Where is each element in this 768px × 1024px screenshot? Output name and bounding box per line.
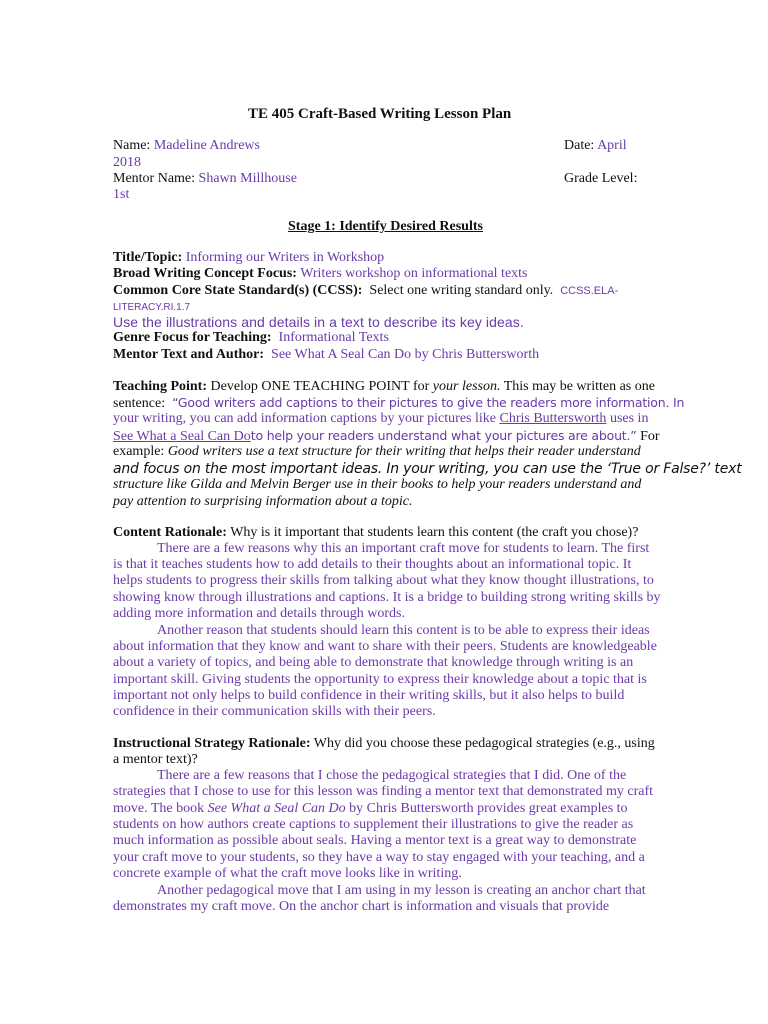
ccss-code-part2: LITERACY.RI.1.7 — [113, 302, 191, 313]
teaching-point-intro-italic: your lesson. — [432, 379, 501, 394]
mentor-value: Shawn Millhouse — [198, 171, 297, 186]
concept-line — [113, 266, 528, 282]
teaching-point-line-5 — [113, 444, 641, 460]
isr-p1-line — [113, 801, 628, 817]
name-value: Madeline Andrews — [153, 138, 260, 153]
name-label: Name: — [113, 138, 151, 153]
grade-value: 1st — [113, 187, 130, 202]
cr-p1-line: There are a few reasons why this an important craft move for students to learn. The first — [157, 541, 650, 556]
mentor-text-line — [113, 347, 539, 363]
topic-label: Title/Topic: — [113, 250, 183, 265]
document-title: TE 405 Craft-Based Writing Lesson Plan — [248, 106, 512, 122]
genre-label: Genre Focus for Teaching: — [113, 330, 272, 345]
date-label: Date: — [564, 138, 595, 153]
ccss-instruction: Select one writing standard only. — [369, 283, 554, 298]
mentor-text-label: Mentor Text and Author: — [113, 347, 265, 362]
ccss-label: Common Core State Standard(s) (CCSS): — [113, 283, 363, 298]
cr-p2-line: about information that they know and want to share with their peers. Students are knowledgeable — [113, 639, 657, 654]
isr-heading — [113, 736, 655, 752]
grade-label: Grade Level: — [564, 171, 638, 186]
mentor-line — [113, 171, 297, 187]
topic-line — [113, 250, 384, 266]
cr-p2-line: about a variety of topics, and being able to demonstrate that knowledge through writing is an — [113, 655, 634, 670]
example-text: Good writers use a text structure for their writing that helps their reader understand — [167, 444, 641, 459]
isr-p2-line: demonstrates my craft move. On the anchor chart is information and visuals that provide — [113, 899, 610, 914]
isr-p1-line: strategies that I chose to use for this lesson was finding a mentor text that demonstrated my craft — [113, 784, 654, 799]
stage-heading: Stage 1: Identify Desired Results — [288, 219, 483, 234]
isr-text: by Chris Buttersworth provides great examples to — [349, 801, 628, 816]
ccss-standard-text: Use the illustrations and details in a text to describe its key ideas. — [113, 314, 524, 330]
content-rationale-question: Why is it important that students learn this content (the craft you chose)? — [230, 525, 639, 540]
ccss-code-part1: CCSS.ELA- — [560, 285, 619, 297]
isr-p2-line: Another pedagogical move that I am using in my lesson is creating an anchor chart that — [157, 883, 646, 898]
cr-p1-line: helps students to progress their skills from talking about what they know thought illustrations, to — [113, 573, 654, 588]
example-label: example: — [113, 444, 165, 459]
teaching-point-line-1 — [113, 379, 655, 395]
book-title-link: See What a Seal Can Do — [113, 429, 251, 444]
teaching-point-sentence: “Good writers add captions to their pictures to give the readers more information. In — [172, 395, 685, 410]
mentor-label: Mentor Name: — [113, 171, 196, 186]
topic-value: Informing our Writers in Workshop — [185, 250, 385, 265]
isr-question-cont: a mentor text)? — [113, 752, 198, 767]
isr-p1-line: There are a few reasons that I chose the pedagogical strategies that I did. One of the — [157, 768, 627, 783]
teaching-point-line-4 — [113, 428, 660, 445]
date-value-year: 2018 — [113, 155, 141, 170]
content-rationale-heading — [113, 525, 638, 541]
teaching-point-text: to help your readers understand what your pictures are about.” — [250, 428, 637, 443]
cr-p2-line: Another reason that students should learn this content is to be able to express their ideas — [157, 623, 650, 638]
isr-question: Why did you choose these pedagogical strategies (e.g., using — [313, 736, 655, 751]
isr-label: Instructional Strategy Rationale: — [113, 736, 311, 751]
teaching-point-text: uses in — [609, 411, 649, 426]
cr-p2-line: important skill. Giving students the opportunity to express their knowledge about a topic that is — [113, 672, 647, 687]
genre-line — [113, 330, 389, 346]
teaching-point-line-2 — [113, 395, 684, 412]
teaching-point-label: Teaching Point: — [113, 379, 207, 394]
cr-p1-line: showing know through illustrations and captions. It is a bridge to building strong writing skills by — [113, 590, 661, 605]
example-intro: For — [640, 429, 660, 444]
isr-p1-line: concrete example of what the craft move looks like in writing. — [113, 866, 462, 881]
date-line — [564, 138, 627, 154]
mentor-text-value: See What A Seal Can Do by Chris Buttersworth — [271, 347, 540, 362]
cr-p2-line: important not only helps to build confidence in their writing skills, but it also helps to build — [113, 688, 625, 703]
isr-p1-line: your craft move to your students, so they have a way to stay engaged with your teaching, and a — [113, 850, 645, 865]
teaching-point-text: your writing, you can add information captions by your pictures like — [113, 411, 496, 426]
content-rationale-label: Content Rationale: — [113, 525, 227, 540]
genre-value: Informational Texts — [278, 330, 389, 345]
teaching-point-intro-end: This may be written as one — [503, 379, 655, 394]
author-link: Chris Buttersworth — [499, 411, 607, 426]
isr-book-title: See What a Seal Can Do — [207, 801, 346, 816]
cr-p1-line: adding more information and details through words. — [113, 606, 405, 621]
date-value-month: April — [597, 138, 627, 153]
concept-label: Broad Writing Concept Focus: — [113, 266, 297, 281]
example-text-line-3: structure like Gilda and Melvin Berger use in their books to help your readers understand and — [113, 477, 642, 492]
teaching-point-sentence-label: sentence: — [113, 396, 166, 411]
cr-p1-line: is that it teaches students how to add details to their thoughts about an informational topic. It — [113, 557, 632, 572]
teaching-point-line-3 — [113, 411, 648, 427]
ccss-line — [113, 283, 618, 299]
example-text-line-2: and focus on the most important ideas. In your writing, you can use the ‘True or False?’ text — [113, 461, 742, 477]
name-line — [113, 138, 260, 154]
cr-p2-line: confidence in their communication skills with their peers. — [113, 704, 436, 719]
isr-text: move. The book — [113, 801, 205, 816]
concept-value: Writers workshop on informational texts — [300, 266, 528, 281]
teaching-point-intro: Develop ONE TEACHING POINT for — [210, 379, 430, 394]
isr-p1-line: much information as possible about seals. Having a mentor text is a great way to demonstrate — [113, 833, 637, 848]
example-text-line-4: pay attention to surprising information about a topic. — [113, 494, 413, 509]
isr-p1-line: students on how authors create captions to supplement their illustrations to give the reader as — [113, 817, 634, 832]
